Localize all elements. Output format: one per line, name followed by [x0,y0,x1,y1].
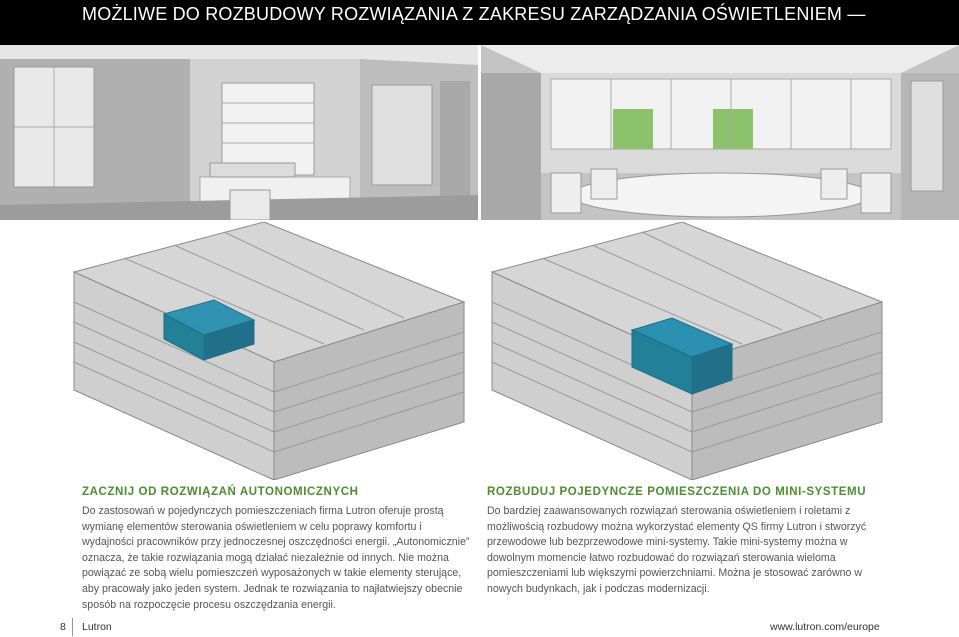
building-illustration-right [482,222,902,480]
footer-divider [72,618,73,636]
conference-room-photo [481,45,959,220]
building-illustration-left [64,222,484,480]
autonomous-heading: ZACZNIJ OD ROZWIĄZAŃ AUTONOMICZNYCH [82,486,359,498]
private-office-photo [0,45,478,220]
mini-system-heading: ROZBUDUJ POJEDYNCZE POMIESZCZENIA DO MINI-SYSTEMU [487,486,867,498]
building-single-room-highlight-icon [64,222,484,480]
private-office-icon [0,45,478,220]
mini-system-body: Do bardziej zaawansowanych rozwiązań sterowania oświetleniem i roletami z możliwością rozbudowy można wykorzystać elementy QS firmy Lutron i stworzyć przewodowe lub bezprzewodowe mini-systemy. Takie mini-systemy można w dowolnym momencie łatwo rozbudować do rozwiązań sterowania wieloma pomieszczeniami lub większymi powierzchniami. Można je stosować zarówno w nowych budynkach, jak i podczas modernizacji. [487,505,867,595]
header-bar [0,0,959,45]
autonomous-body: Do zastosowań w pojedynczych pomieszczeniach firma Lutron oferuje prostą wymianę elementów sterowania oświetleniem w celu poprawy komfortu i wydajności pracowników przy jednoczesnej oszczędności energii. „Autonomicznie” oznacza, że takie rozwiązania mogą działać niezależnie od innych. Nie można powiązać ze sobą wielu pomieszczeń wyposażonych w takie elementy sterujące, aby pracowały jako jeden system. Jednak te rozwiązania to najłatwiejszy obecnie sposób na rozpoczęcie procesu oszczędzania energii. [82,505,470,611]
page-number: 8 [60,621,66,633]
footer-brand: Lutron [82,621,112,633]
building-multi-room-highlight-icon [482,222,902,480]
conference-room-icon [481,45,959,220]
mini-system-section [487,486,887,598]
footer-url[interactable]: www.lutron.com/europe [770,621,880,633]
autonomous-section [82,486,474,613]
page-title: MOŻLIWE DO ROZBUDOWY ROZWIĄZANIA Z ZAKRESU ZARZĄDZANIA OŚWIETLENIEM — [82,4,866,24]
